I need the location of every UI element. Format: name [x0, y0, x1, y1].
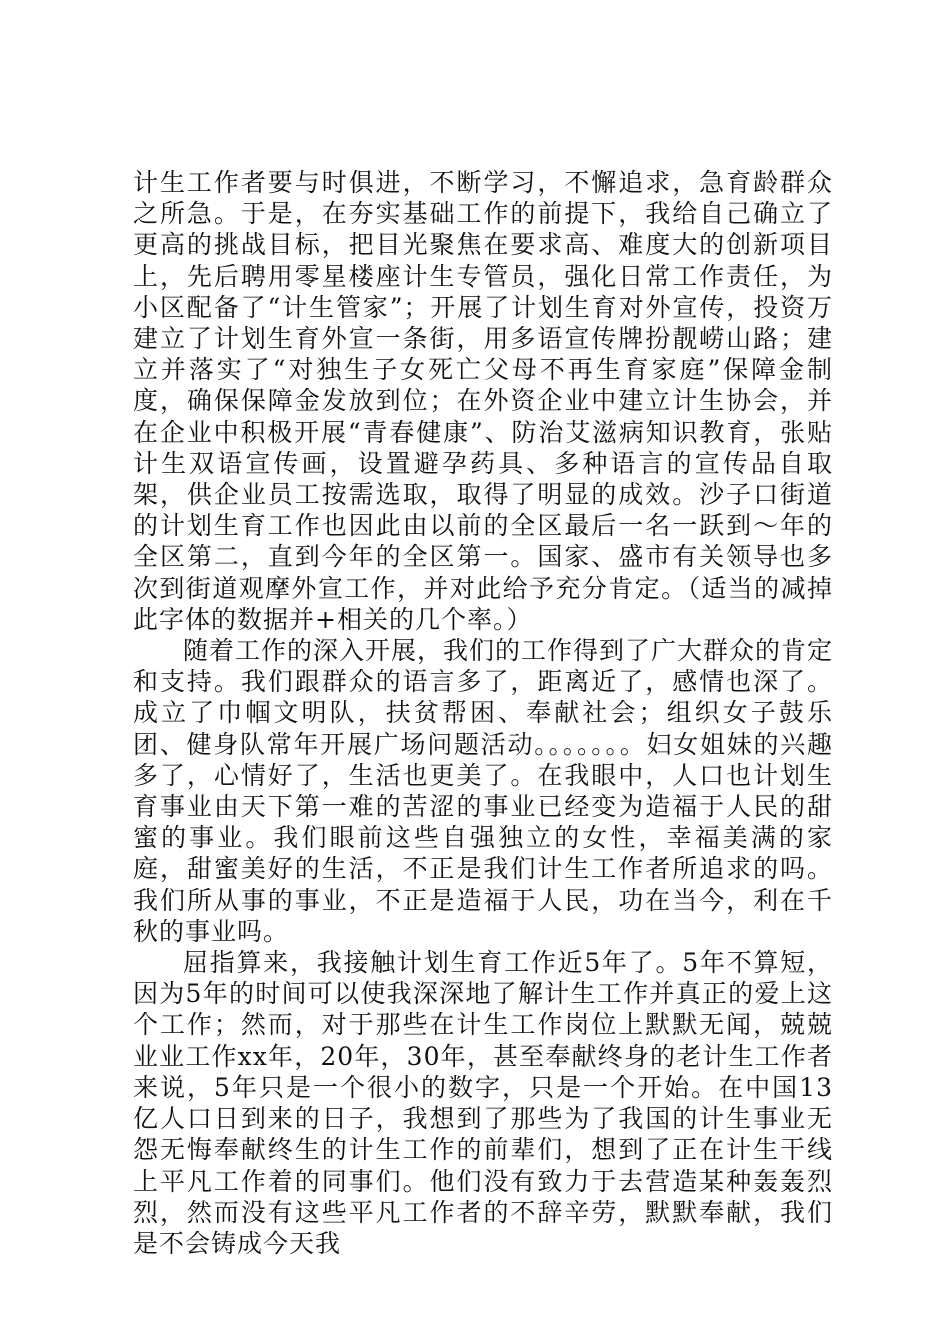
paragraph-3: 屈指算来，我接触计划生育工作近5年了。5年不算短，因为5年的时间可以使我深深地了解计生工作并真正的爱上这个工作；然而，对于那些在计生工作岗位上默默无闻，兢兢业业工作xx年，20年，30年，甚至奉献终身的老计生工作者来说，5年只是一个很小的数字，只是一个开始。在中国13亿人口日到来的日子，我想到了那些为了我国的计生事业无怨无悔奉献终生的计生工作的前辈们，想到了正在计生干线上平凡工作着的同事们。他们没有致力于去营造某种轰轰烈烈，然而没有这些平凡工作者的不辞辛劳，默默奉献，我们是不会铸成今天我 [133, 948, 833, 1258]
paragraph-2: 随着工作的深入开展，我们的工作得到了广大群众的肯定和支持。我们跟群众的语言多了，距离近了，感情也深了。成立了巾帼文明队，扶贫帮困、奉献社会；组织女子鼓乐团、健身队常年开展广场问题活动。。。。。。。妇女姐妹的兴趣多了，心情好了，生活也更美了。在我眼中，人口也计划生育事业由天下第一难的苦涩的事业已经变为造福于人民的甜蜜的事业。我们眼前这些自强独立的女性，幸福美满的家庭，甜蜜美好的生活，不正是我们计生工作者所追求的吗。我们所从事的事业，不正是造福于人民，功在当今，利在千秋的事业吗。 [133, 636, 834, 946]
paragraph-1: 计生工作者要与时俱进，不断学习，不懈追求，急育龄群众之所急。于是，在夯实基础工作的前提下，我给自己确立了更高的挑战目标，把目光聚焦在要求高、难度大的创新项目上，先后聘用零星楼座计生专管员，强化日常工作责任，为小区配备了“计生管家”；开展了计划生育对外宣传，投资万建立了计划生育外宣一条街，用多语宣传牌扮靓崂山路；建立并落实了“对独生子女死亡父母不再生育家庭”保障金制度，确保保障金发放到位；在外资企业中建立计生协会，并在企业中积极开展“青春健康”、防治艾滋病知识教育，张贴计生双语宣传画，设置避孕药具、多种语言的宣传品自取架，供企业员工按需选取，取得了明显的成效。沙子口街道的计划生育工作也因此由以前的全区最后一名一跃到～年的全区第二，直到今年的全区第一。国家、盛市有关领导也多次到街道观摩外宣工作，并对此给予充分肯定。（适当的减掉此字体的数据并+相关的几个率。） [133, 168, 833, 634]
document-body [133, 167, 833, 1259]
